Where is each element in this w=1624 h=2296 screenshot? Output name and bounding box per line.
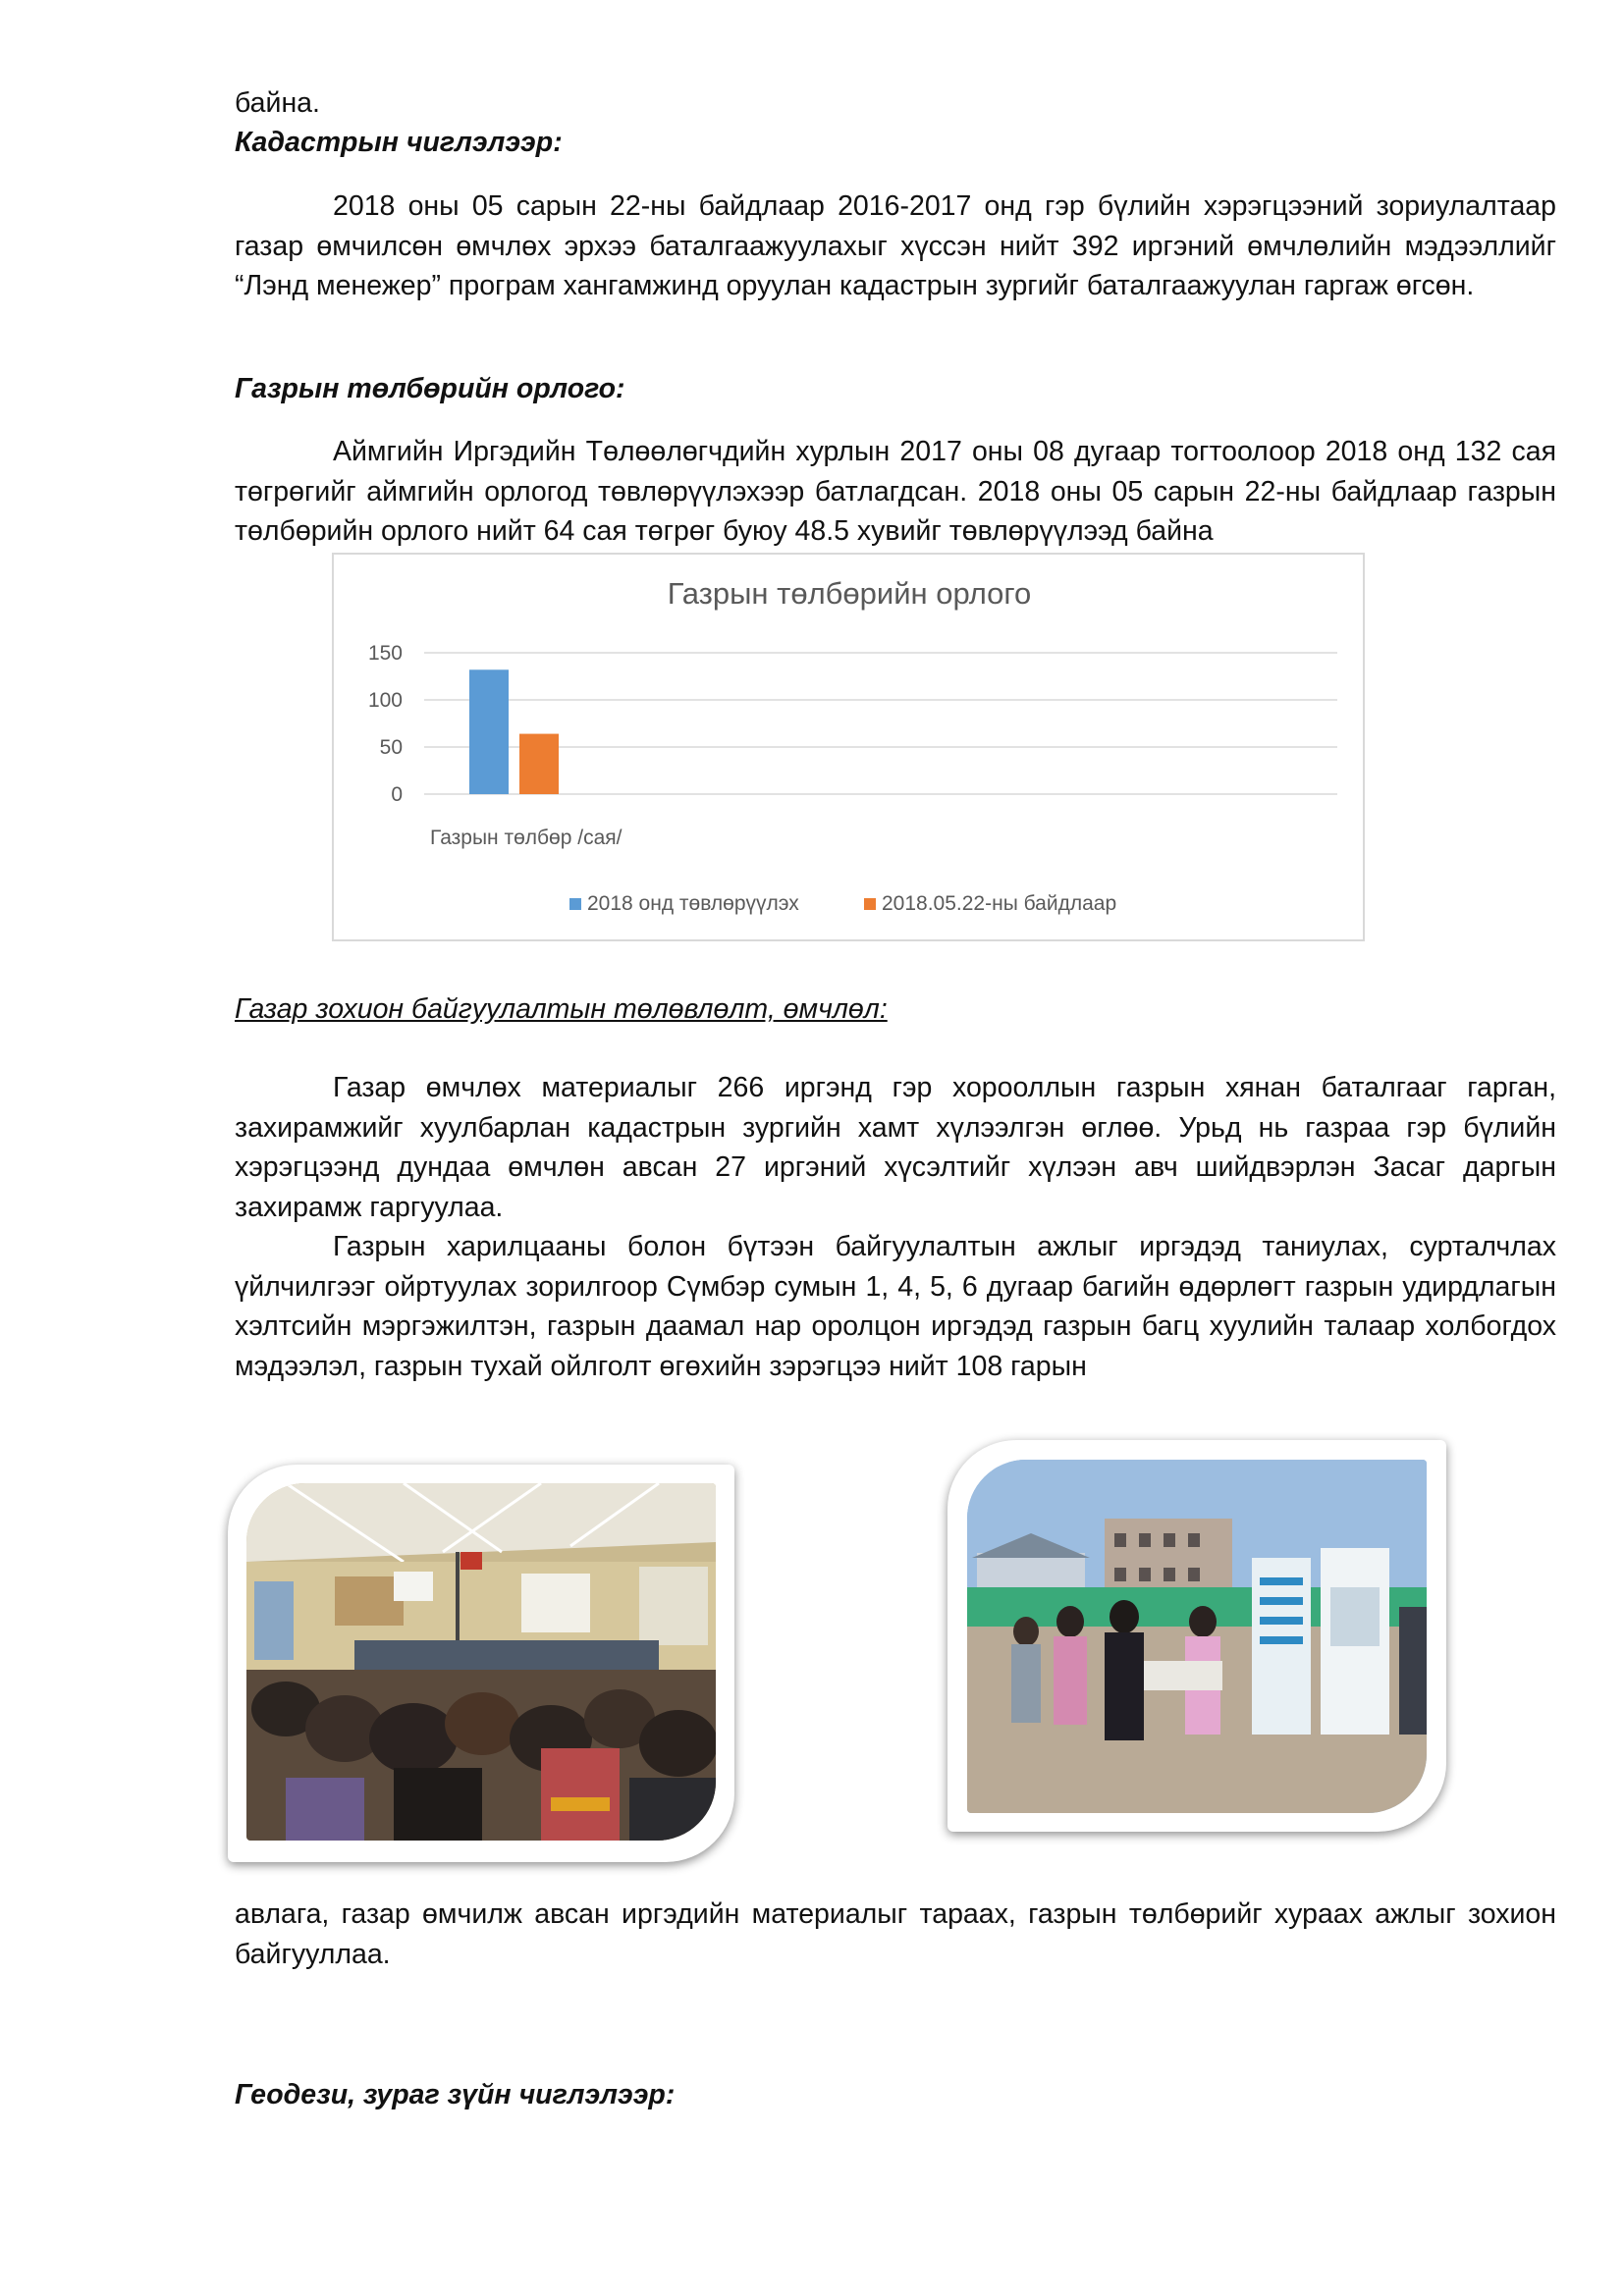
bars <box>469 669 559 794</box>
legend-label: 2018.05.22-ны байдлаар <box>882 892 1117 915</box>
y-tick-label: 0 <box>391 783 403 806</box>
category-label: Газрын төлбөр /сая/ <box>430 827 623 849</box>
outdoor-event-image <box>967 1460 1427 1813</box>
paragraph-planning-1: Газар өмчлөх материалыг 266 иргэнд гэр хорооллын газрын хянан баталгааг гарган, захирамжийг хуулбарлан кадастрын зургийн хамт хүлээлгэн өглөө. Урьд нь газраа гэр бүлийн хэрэгцээнд дундаа өмчлөн авсан 27 иргэний хүсэлтийг хүлээн авч шийдвэрлэн Засаг даргын захирамж гаргуулаа. <box>235 1072 1556 1223</box>
photo-meeting <box>228 1465 734 1862</box>
bar-chart <box>332 553 1365 941</box>
chart-title: Газрын төлбөрийн орлого <box>667 576 1032 611</box>
photo-outdoor-event <box>947 1440 1446 1832</box>
heading-land-planning: Газар зохион байгуулалтын төлөвлөлт, өмчлөл: <box>235 993 888 1025</box>
meeting-room-image <box>246 1483 716 1841</box>
gridlines <box>424 653 1337 794</box>
paragraph-planning-2: Газрын харилцааны болон бүтээн байгуулалтын ажлыг иргэдэд таниулах, сурталчлах үйлчилгээг ойртуулах зорилгоор Сүмбэр сумын 1, 4, 5, 6 дугаар багийн өдөрлөгт газрын удирдлагын хэлтсийн мэргэжилтэн, газрын даамал нар оролцон иргэдэд газрын багц хуулийн талаар холбогдох мэдээлэл, газрын тухай ойлголт өгөхийн зэрэгцээ нийт 108 гарын <box>235 1231 1556 1382</box>
heading-land-fee: Газрын төлбөрийн орлого: <box>235 373 625 404</box>
heading-geodesy: Геодези, зураг зүйн чиглэлээр: <box>235 2079 676 2110</box>
heading-cadastre: Кадастрын чиглэлээр: <box>235 127 563 158</box>
paragraph-planning-3: авлага, газар өмчилж авсан иргэдийн материалыг тараах, газрын төлбөрийг хураах ажлыг зохион байгууллаа. <box>235 1898 1556 1970</box>
y-tick-label: 150 <box>367 642 403 665</box>
legend-swatch <box>569 898 581 910</box>
y-tick-label: 50 <box>379 736 403 759</box>
paragraph-tail: байна. <box>235 87 320 119</box>
chart-svg <box>334 555 1365 941</box>
bar-2 <box>519 734 559 794</box>
chart-legend <box>569 892 1116 915</box>
legend-label: 2018 онд төвлөрүүлэх <box>587 892 799 915</box>
y-tick-label: 100 <box>367 689 403 712</box>
paragraph-land-fee: Аймгийн Иргэдийн Төлөөлөгчдийн хурлын 2017 оны 08 дугаар тогтоолоор 2018 онд 132 сая төгрөгийг аймгийн орлогод төвлөрүүлэхээр батлагдсан. 2018 оны 05 сарын 22-ны байдлаар газрын төлбөрийн орлого нийт 64 сая төгрөг буюу 48.5 хувийг төвлөрүүлээд байна <box>235 436 1556 547</box>
paragraph-cadastre: 2018 оны 05 сарын 22-ны байдлаар 2016-2017 онд гэр бүлийн хэрэгцээний зориулалтаар газар өмчилсөн өмчлөх эрхээ баталгаажуулахыг хүссэн нийт 392 иргэний өмчлөлийн мэдээллийг “Лэнд менежер” програм хангамжинд оруулан кадастрын зургийг баталгаажуулан гаргаж өгсөн. <box>235 190 1556 301</box>
legend-swatch <box>864 898 876 910</box>
y-tick-labels <box>368 642 403 806</box>
bar-1 <box>469 669 509 794</box>
